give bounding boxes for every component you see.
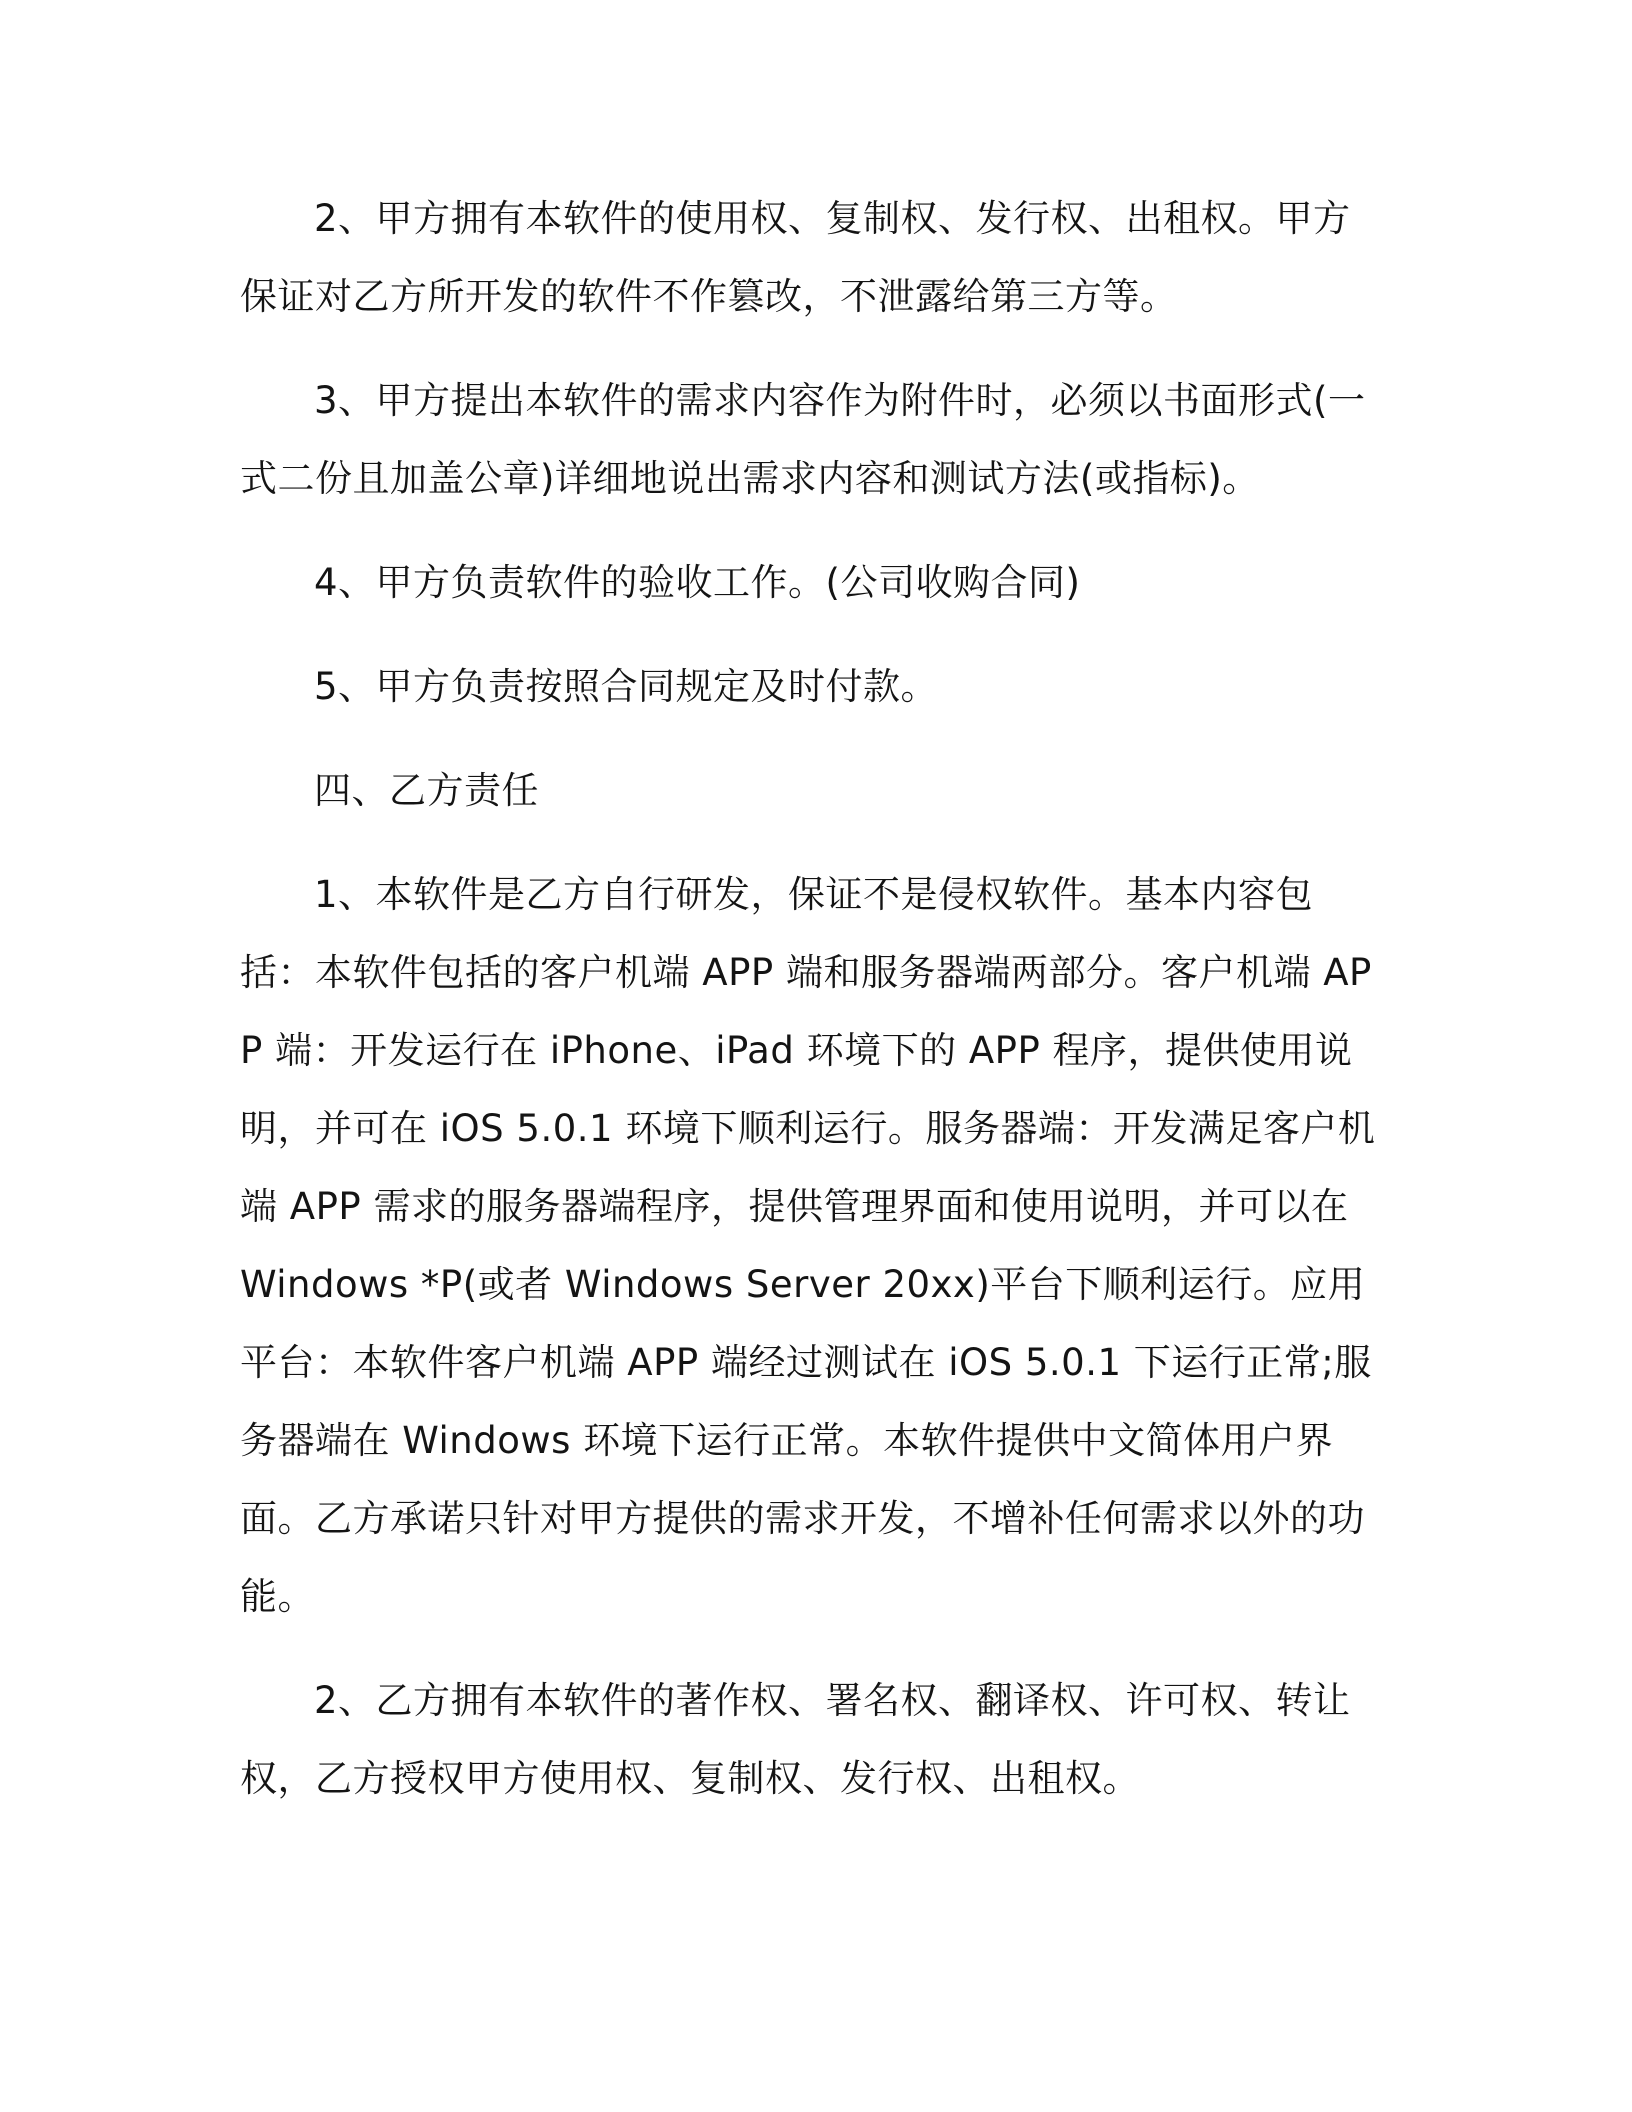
document-body	[240, 180, 1380, 1844]
paragraph-party-a-payment: 5、甲方负责按照合同规定及时付款。	[314, 665, 939, 708]
paragraph-party-b-copyright: 2、乙方拥有本软件的著作权、署名权、翻译权、许可权、转让权，乙方授权甲方使用权、复制权、发行权、出租权。	[240, 1679, 1351, 1800]
paragraph-party-a-acceptance: 4、甲方负责软件的验收工作。(公司收购合同)	[314, 561, 1081, 604]
paragraph-party-b-development: 1、本软件是乙方自行研发，保证不是侵权软件。基本内容包括：本软件包括的客户机端 APP 端和服务器端两部分。客户机端 APP 端：开发运行在 iPhone、iPad 环境下的 APP 程序，提供使用说明，并可在 iOS 5.0.1 环境下顺利运行。服务器端：开发满足客户机端 APP 需求的服务器端程序，提供管理界面和使用说明，并可以在 Windows *P(或者 Windows Server 20xx)平台下顺利运行。应用平台：本软件客户机端 APP 端经过测试在 iOS 5.0.1 下运行正常;服务器端在 Windows 环境下运行正常。本软件提供中文简体用户界面。乙方承诺只针对甲方提供的需求开发，不增补任何需求以外的功能。	[240, 873, 1376, 1618]
paragraph-party-a-rights: 2、甲方拥有本软件的使用权、复制权、发行权、出租权。甲方保证对乙方所开发的软件不作篡改，不泄露给第三方等。	[240, 197, 1351, 318]
section-heading-party-b: 四、乙方责任	[314, 769, 539, 812]
paragraph-party-a-requirements: 3、甲方提出本软件的需求内容作为附件时，必须以书面形式(一式二份且加盖公章)详细地说出需求内容和测试方法(或指标)。	[240, 379, 1366, 500]
